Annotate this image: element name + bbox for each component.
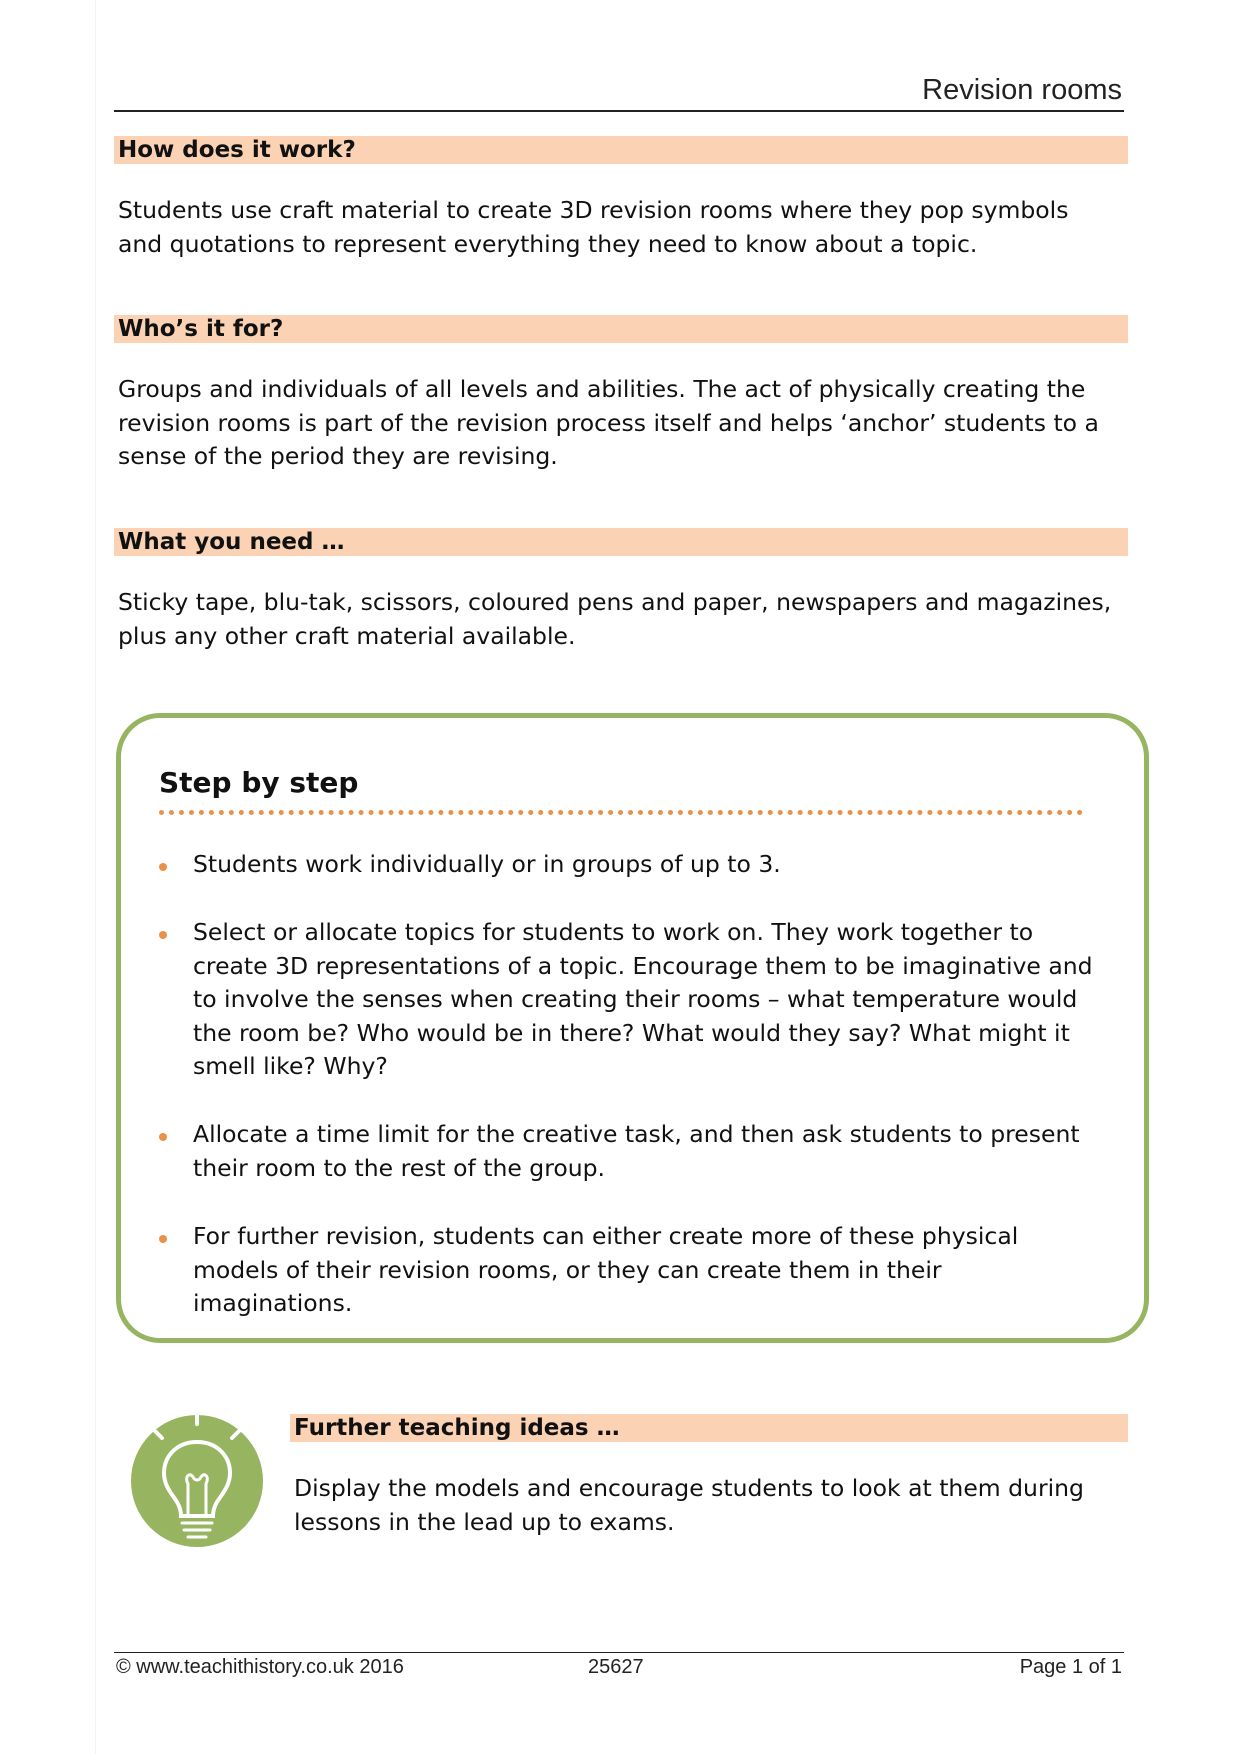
footer-copyright: © www.teachithistory.co.uk 2016 [116, 1656, 404, 1678]
page-edge-line [95, 0, 96, 1754]
footer-page-number: Page 1 of 1 [1019, 1656, 1122, 1678]
section-heading-bar-who [114, 315, 1128, 343]
bullet-icon [159, 1133, 167, 1141]
dotted-divider [159, 810, 1083, 815]
lightbulb-icon [126, 1410, 268, 1552]
section-heading-how: How does it work? [118, 137, 356, 163]
step-text: Students work individually or in groups of up to 3. [193, 850, 781, 878]
section-heading-bar-further [290, 1414, 1128, 1442]
step-by-step-title: Step by step [159, 766, 359, 799]
page-title: Revision rooms [922, 74, 1122, 106]
step-text: For further revision, students can either create more of these physical models of their revision rooms, or they can create them in their imaginations. [193, 1222, 1019, 1317]
step-text: Allocate a time limit for the creative task, and then ask students to present their room to the rest of the group. [193, 1120, 1080, 1182]
bullet-icon [159, 863, 167, 871]
section-body-who: Groups and individuals of all levels and abilities. The act of physically creating the revision rooms is part of the revision process itself and helps ‘anchor’ students to a sense of the period they are revising. [118, 375, 1099, 470]
section-body-need: Sticky tape, blu-tak, scissors, coloured pens and paper, newspapers and magazines, plus any other craft material available. [118, 588, 1112, 650]
footer-document-code: 25627 [588, 1656, 644, 1678]
section-heading-further: Further teaching ideas … [294, 1415, 620, 1441]
step-by-step-box [116, 713, 1149, 1343]
section-heading-who: Who’s it for? [118, 316, 284, 342]
footer-divider [114, 1652, 1124, 1653]
section-heading-bar-need [114, 528, 1128, 556]
step-text: Select or allocate topics for students to work on. They work together to create 3D representations of a topic. Encourage them to be imaginative and to involve the senses when creating their rooms – what temperature would the room be? Who would be in there? What would they say? What might it smell like? Why? [193, 918, 1093, 1080]
header-divider [114, 110, 1124, 112]
section-heading-need: What you need … [118, 529, 345, 555]
bullet-icon [159, 931, 167, 939]
section-body-further: Display the models and encourage students to look at them during lessons in the lead up to exams. [294, 1474, 1084, 1536]
section-body-how: Students use craft material to create 3D revision rooms where they pop symbols and quotations to represent everything they need to know about a topic. [118, 196, 1069, 258]
bullet-icon [159, 1235, 167, 1243]
section-heading-bar-how [114, 136, 1128, 164]
